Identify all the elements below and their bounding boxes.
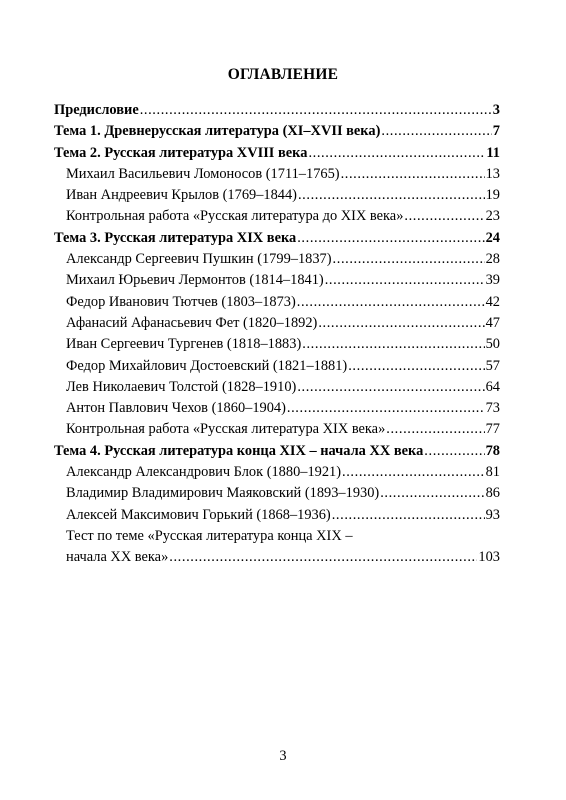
toc-dot-leader [140,100,492,121]
toc-page-number: 77 [485,421,500,438]
toc-dot-leader [341,164,485,185]
toc-page-number: 47 [485,314,500,331]
toc-entry[interactable] [54,121,500,142]
toc-entry-title: Тема 2. Русская литература XVIII века [54,144,308,161]
toc-dot-leader [318,313,484,334]
toc-entry-title: Предисловие [54,102,139,118]
toc-entry[interactable] [54,249,500,270]
page-title: ОГЛАВЛЕНИЕ [227,66,339,83]
toc-entry[interactable] [54,462,500,483]
toc-entry-title: Тема 4. Русская литература конца XIX – начала XX века [54,442,424,459]
toc-entry-multiline[interactable] [54,526,500,569]
toc-entry[interactable] [54,313,500,334]
toc-entry-title: Контрольная работа «Русская литература до XIX века» [66,208,404,225]
toc-entry[interactable] [54,441,500,462]
toc-entry[interactable] [54,505,500,526]
toc-entry[interactable] [54,164,500,185]
toc-entry-title: Михаил Васильевич Ломоносов (1711–1765) [66,165,340,182]
toc-entry-title: Александр Александрович Блок (1880–1921) [66,464,342,481]
toc-entry-title: Михаил Юрьевич Лермонтов (1814–1841) [66,272,324,289]
toc-page-number: 13 [485,165,500,182]
toc-entry[interactable] [54,292,500,313]
toc-entry-title-line: начала XX века» [66,549,169,566]
toc-page-number: 11 [486,144,500,161]
toc-page-number: 23 [485,208,500,225]
toc-entry[interactable] [54,206,500,227]
toc-entry-title: Лев Николаевич Толстой (1828–1910) [66,378,297,395]
toc-dot-leader [297,377,484,398]
toc-dot-leader [380,483,484,504]
toc-page-number: 81 [485,464,500,481]
toc-dot-leader [169,547,477,568]
toc-dot-leader [298,185,485,206]
toc-page-number: 64 [485,378,500,395]
toc-entry-title: Владимир Владимирович Маяковский (1893–1930) [66,485,380,502]
toc-dot-leader [333,249,485,270]
toc-entry[interactable] [54,398,500,419]
toc-entry[interactable] [54,185,500,206]
toc-entry[interactable] [54,356,500,377]
toc-dot-leader [404,206,484,227]
toc-page-number: 42 [485,293,500,310]
page-footer-number: 3 [279,748,287,764]
toc-entry-title: Александр Сергеевич Пушкин (1799–1837) [66,251,332,268]
toc-page-number: 57 [485,357,500,374]
toc-page-number: 39 [485,272,500,289]
toc-page-number: 19 [485,187,500,204]
toc-entry[interactable] [54,419,500,440]
toc-dot-leader [424,441,484,462]
toc-dot-leader [332,505,485,526]
toc-entry-title: Иван Сергеевич Тургенев (1818–1883) [66,336,302,353]
toc-dot-leader [381,121,491,142]
toc-entry-title: Контрольная работа «Русская литература XIX века» [66,421,386,438]
toc-page-number: 103 [478,549,500,566]
toc-page-number: 86 [485,485,500,502]
toc-dot-leader [302,334,484,355]
toc-entry-title: Федор Михайлович Достоевский (1821–1881) [66,357,348,374]
toc-dot-leader [297,292,485,313]
toc-entry-title: Антон Павлович Чехов (1860–1904) [66,400,286,417]
toc-entry-title-line: Тест по теме «Русская литература конца XIX – [66,527,353,544]
toc-dot-leader [297,228,484,249]
toc-page-number: 73 [485,400,500,417]
toc-entry[interactable] [54,100,500,121]
toc-page-number: 7 [492,123,500,140]
table-of-contents [54,100,500,569]
toc-page-number: 3 [492,102,500,118]
toc-entry-title: Иван Андреевич Крылов (1769–1844) [66,187,297,204]
toc-page-number: 93 [485,506,500,523]
toc-page-number: 28 [485,251,500,268]
toc-entry-title: Федор Иванович Тютчев (1803–1873) [66,293,296,310]
toc-entry-title: Тема 1. Древнерусская литература (XI–XVII века) [54,123,381,140]
toc-dot-leader [386,419,484,440]
toc-entry[interactable] [54,228,500,249]
toc-page-number: 50 [485,336,500,353]
toc-entry[interactable] [54,483,500,504]
toc-page-number: 24 [485,229,500,246]
toc-dot-leader [325,270,485,291]
toc-entry[interactable] [54,377,500,398]
toc-dot-leader [348,356,484,377]
toc-entry-title: Тема 3. Русская литература XIX века [54,229,297,246]
toc-dot-leader [287,398,485,419]
toc-entry-title: Алексей Максимович Горький (1868–1936) [66,506,331,523]
toc-page-number: 78 [485,442,500,459]
toc-dot-leader [308,143,485,164]
toc-entry[interactable] [54,143,500,164]
toc-entry[interactable] [54,334,500,355]
toc-entry[interactable] [54,270,500,291]
toc-entry-title: Афанасий Афанасьевич Фет (1820–1892) [66,314,318,331]
toc-dot-leader [342,462,485,483]
